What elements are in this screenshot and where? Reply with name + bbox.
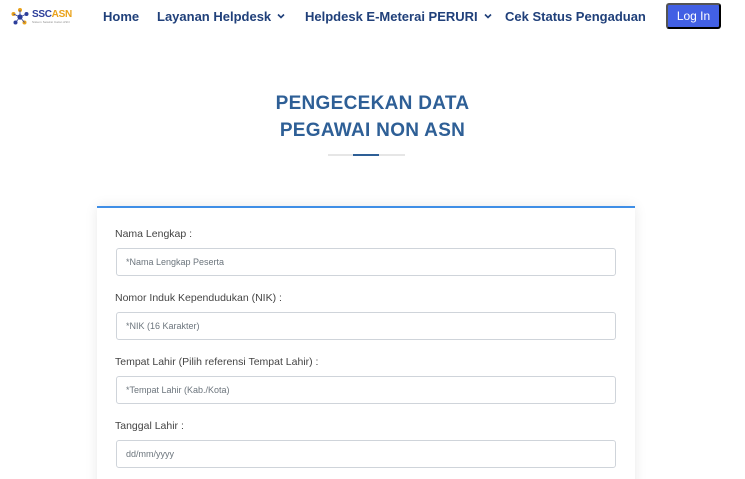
logo-word-ssc: SSC (32, 9, 52, 20)
nik-label: Nomor Induk Kependudukan (NIK) : (115, 292, 282, 304)
nama-lengkap-input[interactable] (116, 248, 616, 276)
nav-layanan-label: Layanan Helpdesk (157, 8, 272, 24)
tempat-lahir-input[interactable] (116, 376, 616, 404)
logo-word-asn: ASN (51, 9, 72, 20)
page-title-line1: PENGECEKAN DATA (275, 93, 470, 114)
nav-cek-status[interactable] (505, 8, 646, 24)
tanggal-lahir-input[interactable] (116, 440, 616, 468)
nik-input[interactable] (116, 312, 616, 340)
nav-helpdesk-emeterai[interactable] (305, 8, 493, 24)
logo-text (32, 10, 72, 24)
nav-cek-label: Cek Status Pengaduan (505, 8, 646, 24)
tempat-lahir-label: Tempat Lahir (Pilih referensi Tempat Lahir) : (115, 356, 319, 368)
nama-lengkap-label: Nama Lengkap : (115, 228, 193, 240)
title-divider-accent (353, 154, 379, 156)
page-title-line2: PEGAWAI NON ASN (279, 120, 466, 141)
form-card (97, 206, 635, 479)
logo-mark-icon (10, 7, 30, 27)
nav-home-label: Home (103, 8, 140, 24)
logo-tagline: Sistem Seleksi Calon ASN (32, 20, 70, 24)
chevron-down-icon (483, 11, 493, 21)
logo[interactable] (10, 7, 78, 27)
logo-wordmark (32, 10, 72, 20)
login-button[interactable]: Log In (666, 3, 721, 29)
navbar (0, 0, 745, 33)
nav-home[interactable] (103, 8, 139, 24)
nav-layanan-helpdesk[interactable] (157, 8, 286, 24)
nav-emeterai-label: Helpdesk E-Meterai PERURI (305, 8, 478, 24)
chevron-down-icon (276, 11, 286, 21)
tanggal-lahir-label: Tanggal Lahir : (115, 420, 184, 432)
